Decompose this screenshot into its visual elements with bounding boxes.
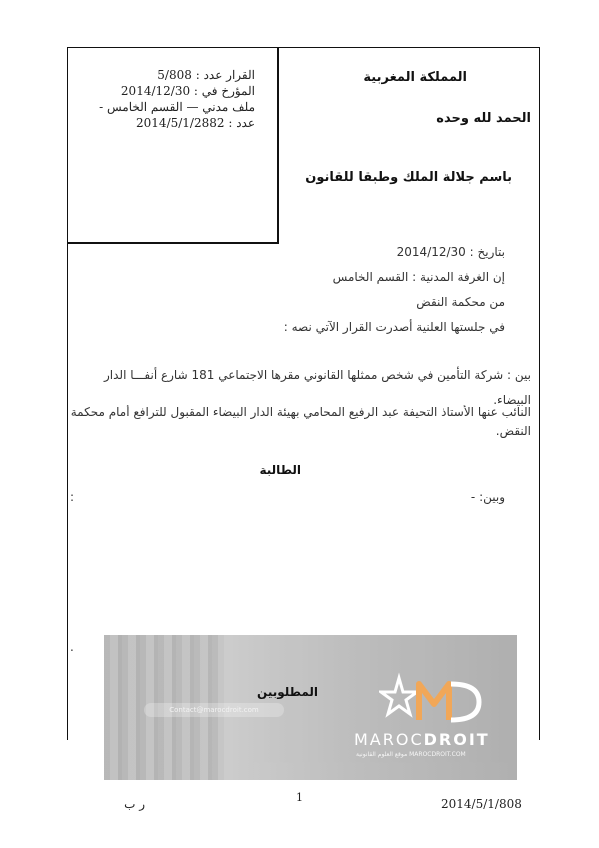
watermark-brand: MAROCDROIT <box>354 730 490 749</box>
footer-reference: 2014/5/1/808 <box>441 797 522 811</box>
praise-line: الحمد لله وحده <box>436 111 531 126</box>
statement-line: في جلستها العلنية أصدرت القرار الآتي نصه : <box>283 320 505 334</box>
court-line: من محكمة النقض <box>416 295 505 309</box>
lawyer-line-2: النقض. <box>495 424 531 438</box>
decision-date: المؤرخ في : 2014/12/30 <box>120 84 255 98</box>
lawyer-line-1: النائب عنها الأستاذ التحيفة عبد الرفيع المحامي بهيئة الدار البيضاء المقبول للترافع أمام محكمة <box>70 405 531 419</box>
watermark-tagline: موقع العلوم القانونية MAROCDROIT.COM <box>356 751 466 758</box>
page-frame-right <box>539 47 540 740</box>
colon-mark: : <box>70 490 75 504</box>
between-line-2: البيضاء. <box>493 393 531 407</box>
and-between-line: وبين: - <box>470 490 505 504</box>
between-line-1: بين : شركة التأمين في شخص ممثلها القانوني مقرها الاجتماعي 181 شارع أنفـــا الدار <box>103 368 531 382</box>
file-type: ملف مدني — القسم الخامس - <box>99 100 255 114</box>
decision-number: القرار عدد : 5/808 <box>157 68 255 82</box>
marocdroit-logo-icon <box>379 670 489 730</box>
session-date: بتاريخ : 2014/12/30 <box>396 245 505 259</box>
file-number: عدد : 2014/5/1/2882 <box>136 116 255 130</box>
applicant-label: الطالبة <box>259 463 301 477</box>
chamber-line: إن الغرفة المدنية : القسم الخامس <box>332 270 505 284</box>
royal-title: باسم جلالة الملك وطبقا للقانون <box>305 170 512 185</box>
watermark-email: Contact@marocdroit.com <box>144 703 284 717</box>
footer-initials: ر ب <box>124 797 145 811</box>
watermark-banner <box>104 635 517 780</box>
dot-mark: . <box>70 640 74 654</box>
kingdom-title: المملكة المغربية <box>363 70 467 85</box>
respondents-label: المطلوبين <box>257 685 318 699</box>
page-number: 1 <box>296 791 303 804</box>
